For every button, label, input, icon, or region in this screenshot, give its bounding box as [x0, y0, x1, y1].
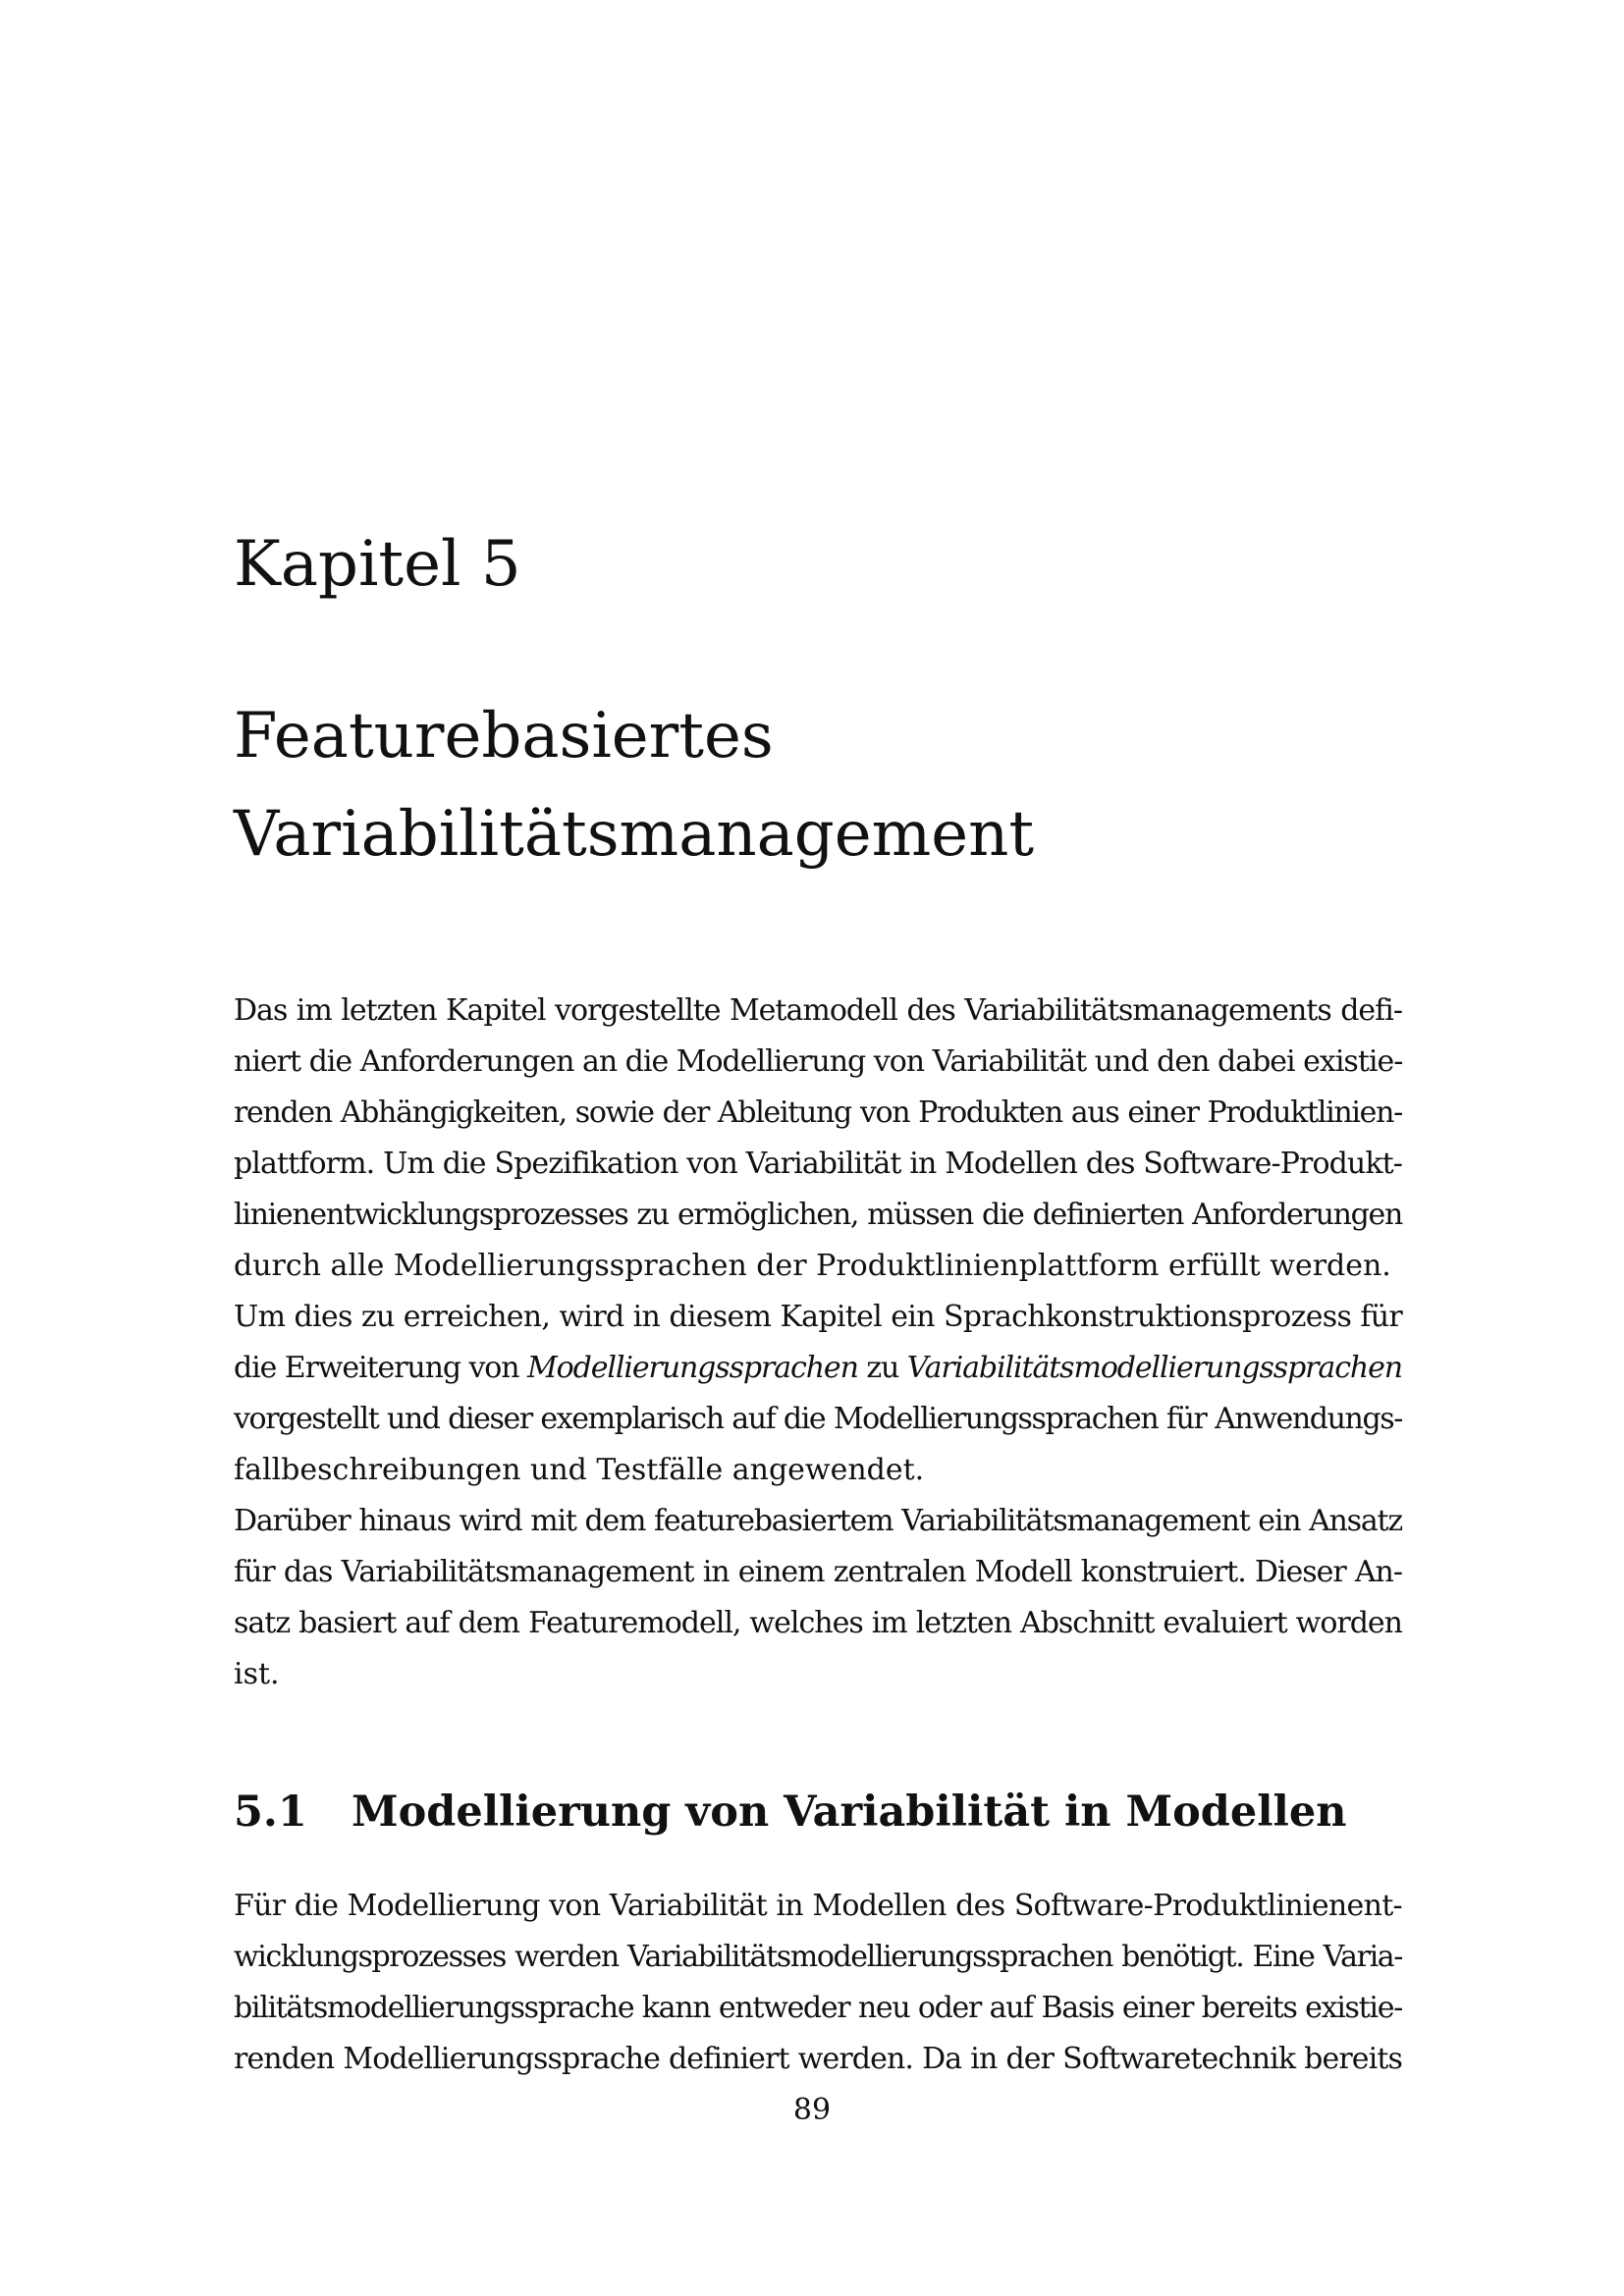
body-line: plattform. Um die Spezifikation von Variabilität in Modellen des Software-Produkt-	[234, 1147, 1402, 1181]
chapter-label: Kapitel 5	[234, 528, 521, 601]
section-paragraph	[234, 1881, 1402, 2085]
body-line: durch alle Modellierungssprachen der Produktlinienplattform erfüllt werden.	[234, 1249, 1391, 1283]
body-line: Um dies zu erreichen, wird in diesem Kapitel ein Sprachkonstruktionsprozess für	[234, 1300, 1402, 1334]
section-heading	[234, 1783, 1347, 1842]
term-modellierungssprachen: Modellierungssprachen	[527, 1351, 858, 1385]
body-line: Für die Modellierung von Variabilität in Modellen des Software-Produktlinienent-	[234, 1889, 1402, 1923]
body-line: satz basiert auf dem Featuremodell, welches im letzten Abschnitt evaluiert worden	[234, 1606, 1402, 1640]
body-line: Das im letzten Kapitel vorgestellte Metamodell des Variabilitätsmanagements defi-	[234, 993, 1402, 1028]
chapter-title-line: Featurebasiertes	[234, 700, 774, 773]
chapter-title-line: Variabilitätsmanagement	[234, 798, 1035, 871]
section-title: Modellierung von Variabilität in Modellen	[352, 1788, 1347, 1837]
intro-paragraph	[234, 986, 1402, 1700]
body-line: ist.	[234, 1657, 280, 1691]
body-line: Darüber hinaus wird mit dem featurebasiertem Variabilitätsmanagement ein Ansatz	[234, 1504, 1402, 1538]
body-line: bilitätsmodellierungssprache kann entweder neu oder auf Basis einer bereits existie-	[234, 1991, 1402, 2025]
body-line: renden Modellierungssprache definiert werden. Da in der Softwaretechnik bereits	[234, 2042, 1402, 2076]
chapter-title	[234, 687, 1034, 883]
page-number: 89	[792, 2093, 832, 2127]
body-line: vorgestellt und dieser exemplarisch auf die Modellierungssprachen für Anwendungs-	[234, 1402, 1402, 1436]
line-prefix: die Erweiterung von	[234, 1351, 528, 1385]
body-line: wicklungsprozesses werden Variabilitätsmodellierungssprachen benötigt. Eine Varia-	[234, 1940, 1402, 1974]
section-number: 5.1	[234, 1788, 307, 1837]
body-line: für das Variabilitätsmanagement in einem zentralen Modell konstruiert. Dieser An-	[234, 1555, 1402, 1589]
term-variabilitaetsmodellierungssprachen: Variabilitätsmodellierungssprachen	[906, 1351, 1402, 1385]
body-line: niert die Anforderungen an die Modellierung von Variabilität und den dabei existie-	[234, 1044, 1403, 1079]
body-line: renden Abhängigkeiten, sowie der Ableitung von Produkten aus einer Produktlinien-	[234, 1095, 1402, 1130]
line-middle: zu	[857, 1351, 907, 1385]
body-line: linienentwicklungsprozesses zu ermöglichen, müssen die definierten Anforderungen	[234, 1198, 1402, 1232]
body-line: fallbeschreibungen und Testfälle angewendet.	[234, 1453, 925, 1487]
body-line-with-terms	[234, 1343, 1402, 1394]
